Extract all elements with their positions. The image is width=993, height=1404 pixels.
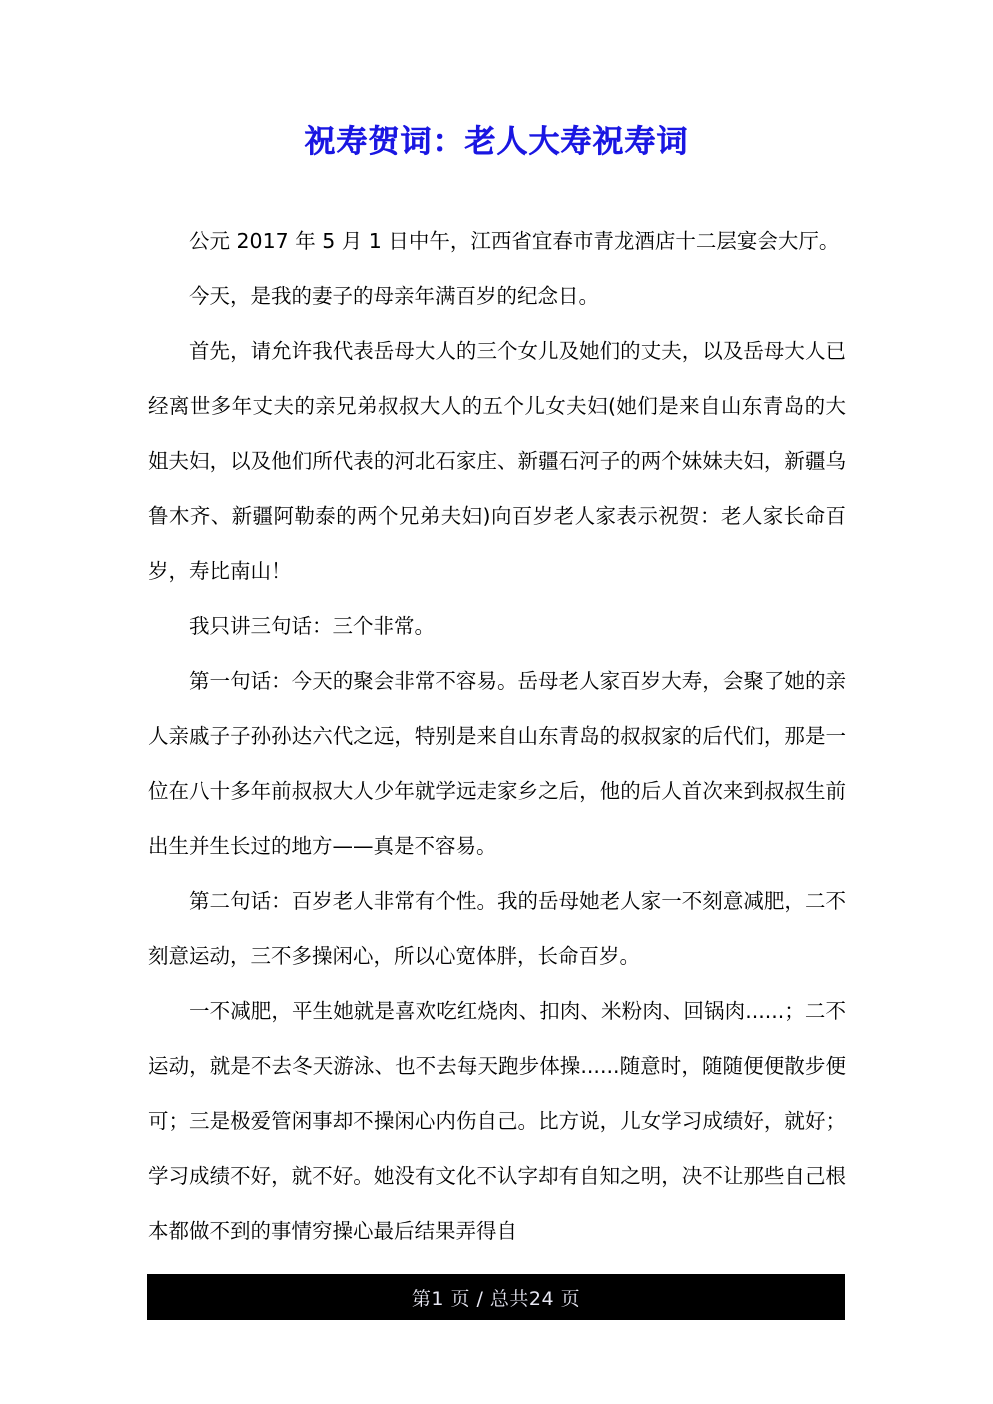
paragraph-3: 首先，请允许我代表岳母大人的三个女儿及她们的丈夫，以及岳母大人已经离世多年丈夫的亲兄弟叔叔大人的五个儿女夫妇(她们是来自山东青岛的大姐夫妇，以及他们所代表的河北石家庄、新疆石河子的两个妹妹夫妇，新疆乌鲁木齐、新疆阿勒泰的两个兄弟夫妇)向百岁老人家表示祝贺：老人家长命百岁，寿比南山！ — [148, 339, 846, 583]
page-title: 祝寿贺词：老人大寿祝寿词 — [304, 124, 689, 160]
paragraph-6: 第二句话：百岁老人非常有个性。我的岳母她老人家一不刻意减肥，二不刻意运动，三不多操闲心，所以心宽体胖，长命百岁。 — [148, 889, 846, 968]
paragraph-1: 公元 2017 年 5 月 1 日中午，江西省宜春市青龙酒店十二层宴会大厅。 — [189, 229, 840, 253]
page-footer-bar — [147, 1274, 845, 1320]
paragraph-4: 我只讲三句话：三个非常。 — [189, 614, 435, 638]
document-body — [148, 214, 846, 1259]
paragraph-2: 今天，是我的妻子的母亲年满百岁的纪念日。 — [189, 284, 599, 308]
paragraph-5: 第一句话：今天的聚会非常不容易。岳母老人家百岁大寿，会聚了她的亲人亲戚子子孙孙达六代之远，特别是来自山东青岛的叔叔家的后代们，那是一位在八十多年前叔叔大人少年就学远走家乡之后，他的后人首次来到叔叔生前出生并生长过的地方——真是不容易。 — [148, 669, 846, 858]
paragraph-7: 一不减肥，平生她就是喜欢吃红烧肉、扣肉、米粉肉、回锅肉......；二不运动，就是不去冬天游泳、也不去每天跑步体操......随意时，随随便便散步便可；三是极爱管闲事却不操闲心内伤自己。比方说，儿女学习成绩好，就好；学习成绩不好，就不好。她没有文化不认字却有自知之明，决不让那些自己根本都做不到的事情穷操心最后结果弄得自 — [148, 999, 846, 1243]
page-number-label: 第1 页 / 总共24 页 — [411, 1287, 581, 1310]
